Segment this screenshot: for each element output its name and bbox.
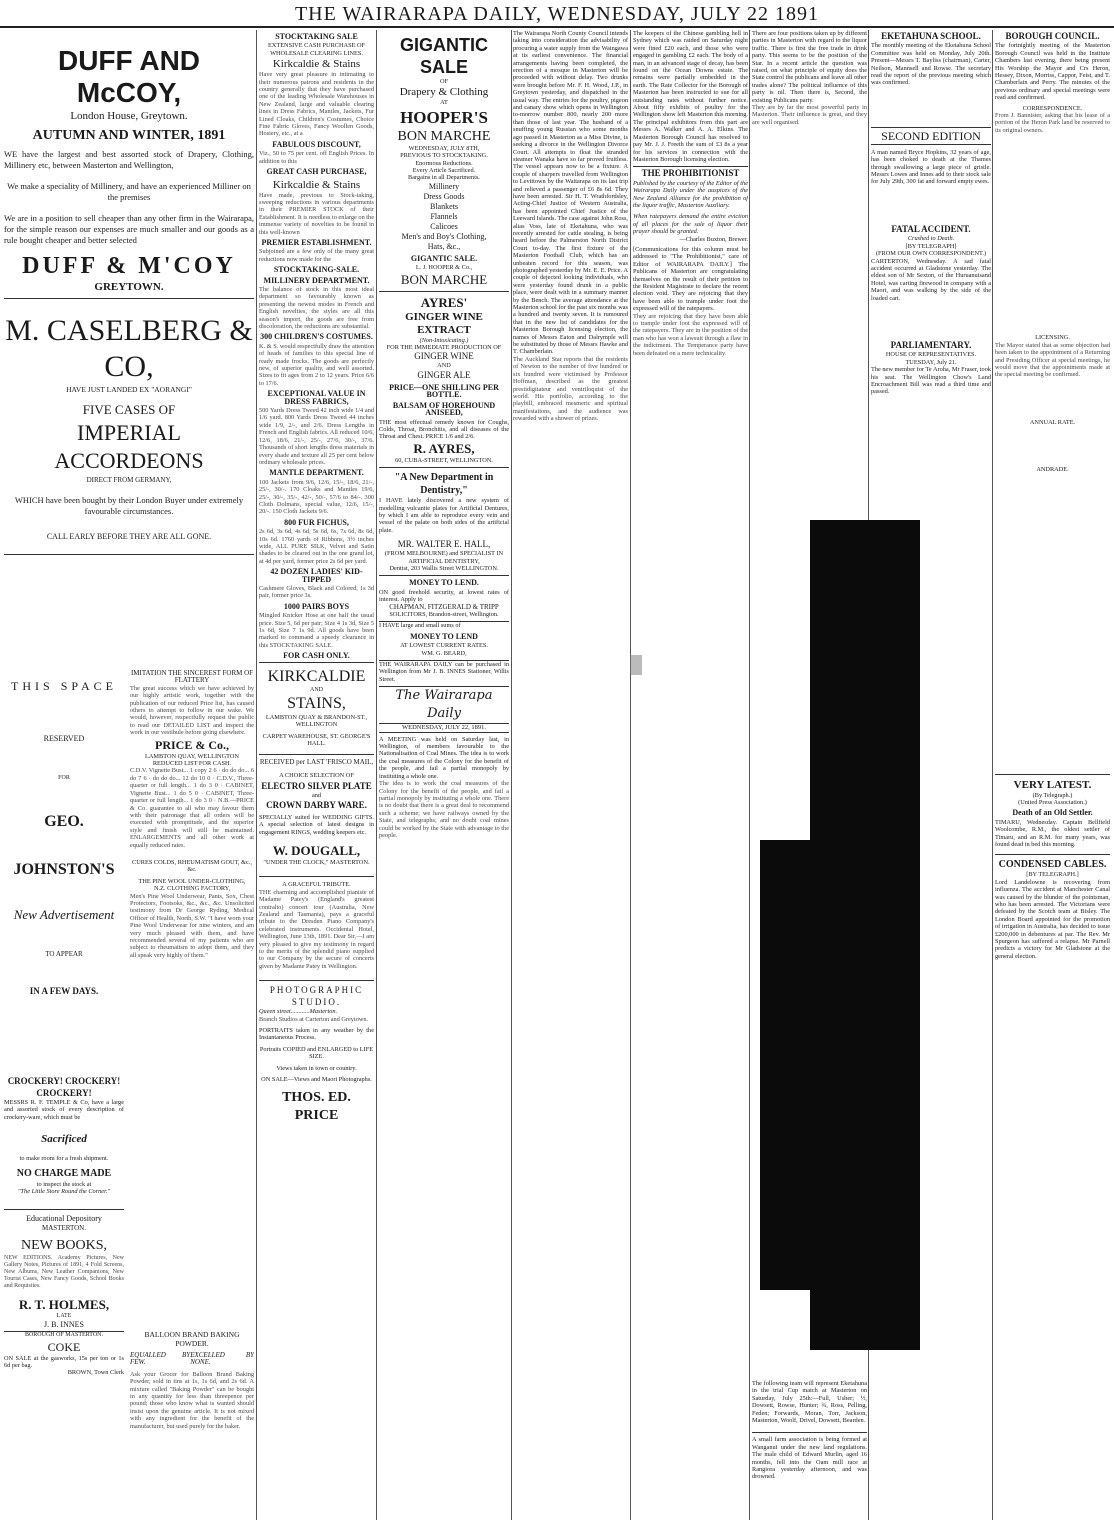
this-space: THIS SPACE [11, 679, 117, 693]
money-text: ON good freehold security, at lowest rates of interest. Apply to [379, 588, 509, 604]
prohibitionist-sub: Published by the courtesy of the Editor of the Wairarapa Daily under the auspices of the New Zealand Alliance for the prohibition of the liquor traffic, Masterton Auxiliary. [633, 179, 748, 209]
four-positions-cont: They are by far the most powerful party in Masterton. Their influence is great, and they are well organised. [752, 104, 867, 126]
borough-council: BOROUGH COUNCIL. [1005, 31, 1100, 41]
innes: J. B. INNES [43, 1319, 84, 1329]
annual-rate: ANNUAL RATE. [1029, 418, 1076, 426]
duff-text-3: We are in a position to sell cheaper than any other firm in the Wairarapa, for the simple reason our expenses are much smaller and our goods as a rule bought cheaper and better selected [4, 213, 254, 245]
kirk-body-11: Mingled Knicker Hose at one half the usual price. Size 5, 6d per pair; Size 4 1s 3d, Size 5 1s 6d, Size 7 1s 9d. All goods have been marked to command a speedy clearance in this STOCKTAKING SALE. [259, 612, 374, 649]
licensing: LICENSING. [1035, 334, 1070, 342]
caselberg-ad [4, 302, 254, 555]
brown-town-clerk: BROWN, Town Clerk [67, 1369, 124, 1377]
balloon-ad [130, 1330, 254, 1430]
tribute-body: THE charming and accomplished pianiste of Madame Patey's (England's greatest contralto) concert tour (Australia, New Zealand and Tasmania), pays a graceful tribute to the Dresden Piano Company's celebrated instruments. Occidental Hotel, Wellington, June 13th, 1891. Dear Sir,—I am very pleased to give my testimony in regard to the merits of the splendid piano supplied to our Company by the secure of concerts given by Madame Patey in Wellington. [259, 888, 374, 970]
bon-marche: BON MARCHE [397, 128, 491, 144]
masthead [0, 0, 1114, 28]
received-frisco: RECEIVED per LAST 'FRISCO MAIL, [259, 754, 374, 766]
duff-town: GREYTOWN. [94, 281, 164, 293]
dentist-text: I HAVE lately discovered a new system of modelling vulcanite plates for Artificial Dentures, by which I am able to reproduce every vein and vessel of the palate on both sides of the artificial plate. [379, 497, 509, 534]
united-press: (United Press Association.) [1018, 798, 1087, 806]
previous-stocktaking: PREVIOUS TO STOCKTAKING. [400, 152, 488, 160]
very-latest: VERY LATEST. [995, 774, 1110, 792]
bargains: Bargains in all Departments. [408, 174, 480, 182]
stains-big: STAINS, [287, 695, 346, 713]
newspaper-title: THE WAIRARAPA DAILY, WEDNESDAY, JULY 22 1891 [294, 3, 820, 25]
inspect: to inspect the stock at [36, 1180, 92, 1188]
price-co: PRICE & Co., [155, 737, 229, 752]
photographic-studio: PHOTOGRAPHIC STUDIO. [259, 980, 374, 1008]
local-news: The Wairarapa North County Council intends taking into consideration the advisability of procuring a water supply from the Waingawa at its earliest convenience. The financial arrangements having been completed, the erection of a mosque in Masterton will be proceeded with without delay. Two drunks were brought before Mr. F. H. Wood, J.P., in Greytown yesterday, and dispatched in the usual way. The entries for the poultry, pigeon and canary show which opens in Wellington to-morrow number 800, nearly 200 more than those of last year. The husband of a snuffing young Russian who some months ago passed in Masterton as a Miss Divine, is seeking a divorce in the Wellington Divorce Court. All attempts to float the stranded steamer Wanaka have so far proved fruitless. The vessel appears now to be a fixture. A couple of sharpers travelled from Wellington to Levittown by the Waitarapa on its last trip and relieved a passenger of £6 8s 6d. They have been arrested. Sir H. T. Wrathfordsley, Acting-Chief Justice of Western Australia, has been appointed Chief Justice of the Leeward Islands. The case against John Ross, alias Voss, late of Eketahuna, who was recently arrested for cattle stealing, is being heard before the Palmerston North District Court to-day. The first fixture of the Masterton Football Club, which has an unbeaten record for this season, was photographed yesterday by Mr. E. E. Price. A couple of dejected looking individuals, who were yesterday found drunk in a public place, were dealt with in a summary manner by the Bench. The average attendance at the Masterton school for the past six months was a hundred and twenty seven. It is rumoured that in the new list of candidates for the Masterton Borough licensing election, the names of Messrs Eaton and Dalrymple will be substituted by those of Messrs Hawke and T. Chamberlain. [513, 30, 628, 356]
settler-body: TIMARU, Wednesday. Captain Bellfield Woolcombe, R.M., the oldest settler of Timaru, and an R.M. for many years, was found dead in bed this morning. [995, 818, 1110, 848]
column-rule [992, 30, 993, 1520]
kirkcaldie-big: KIRKCALDIE [259, 662, 374, 687]
caselberg-subtitle: HAVE JUST LANDED EX "AORANGI" [66, 385, 192, 394]
news-body: The keepers of the Chinese gambling hell in Sydney which was raided on Saturday night were fined £20 each, and those who were engaged in gambling £2 each. The body of a man, in an advanced stage of decay, has been found on the Ocean Downs estate. The remains were partially embedded in the earth. The Rate Collector for the Borough of Masterton has been instructed to sue for all outstanding rates without further notice. About fifty exhibits of poultry for the Wellington show left Masterton this morning. The principal exhibitors from this part are Messrs A. Walker and A. A. Elkins. The Masterton Borough Council has resolved to pay Mr. J. J. Freeth the sum of £3 8s a year for his services in connection with the Masterton Borough licensing election. [633, 30, 748, 163]
millinery-dept: MILLINERY DEPARTMENT. [263, 275, 370, 285]
electro-silver: ELECTRO SILVER PLATE [261, 780, 372, 791]
of-label: OF [439, 78, 449, 85]
new-advertisement: New Advertisement [13, 907, 115, 922]
r-ayres: R. AYRES, [413, 440, 475, 456]
fur-fichus: 800 FUR FICHUS, [284, 517, 349, 527]
cuba-street: 60, CUBA-STREET, WELLINGTON. [379, 457, 509, 468]
hoopers: HOOPER'S [400, 107, 488, 127]
local-news-cont: The Auckland Star reports that the residents of Newton to the number of five hundred or six hundred were victimised by Professor Hoffman, described as the greatest prestidigitateur and ventriloquist of the world. His portfolio, according to the playbill, embraced mesmeric and spiritual manifestations, and the audience was rewarded with a shower of prizes. [513, 355, 628, 423]
one-shilling: PRICE—ONE SHILLING PER BOTTLE. [389, 382, 499, 400]
price-co-ad [130, 670, 254, 959]
four-positions: There are four positions taken up by different parties in Masterton with regard to the liquor traffic. There is first the free trade in drink party. This seems to be the position of the Star. In a recent article the question was raised, on what principle of equity does the State control the publicans and leave all other trades alone? The political influence of this party is nil. Then there is, Second, the existing Publicans party. [752, 30, 867, 104]
by-telegraph-2: (By Telegraph.) [1032, 791, 1073, 799]
most-effectual: THE most effectual remedy known for Coughs, Colds, Throat, Bronchitis, and all diseases of the Throat and Chest. PRICE 1/6 and 2/6. [379, 418, 509, 441]
prohibitionist-cont: They are rejoicing that they have been able to trample under foot the expressed will of the ratepayers. They are in the position of the man who has won a lawsuit through a flaw in the indictment. The Temperance party have been defeated on a mere technicality. [633, 312, 748, 357]
cures-colds: CURES COLDS, RHEUMATISM GOUT, &c., &c. [132, 858, 252, 874]
lead-article: A MEETING was held on Saturday last, in Wellington, of members favourable to the Nationalisation of Coal Mines. The idea is to work the coal measures of the Colony for the benefit of the people, and fail a partial monopoly by instituting a whole one. [379, 735, 509, 780]
balloon-tagline [130, 1352, 254, 1367]
carpet-warehouse: CARPET WAREHOUSE, ST. GEORGE'S HALL. [262, 732, 371, 748]
walter-hall: MR. WALTER E. HALL, [397, 539, 491, 550]
duff-subtitle: London House, Greytown. [70, 110, 188, 122]
coke-text: ON SALE at the gasworks, 15s per ton or 1s 6d per bag. [4, 1354, 124, 1370]
temple-text: MESSRS R. F. TEMPLE & Co, have a large and assorted stock of every description of crockery-ware, which must be [4, 1099, 124, 1121]
hooper-column [379, 30, 509, 1520]
balloon-body: Ask your Grocer for Balloon Brand Baking Powder, sold in tins at 1s, 1s 6d, and 2s 6d. A mixture called "Baking Powder" can be bought in any quantity for less than threepence per pound; those who know what is wanted should insist upon the genuine article. It is not mixed with any ingredient for the benefit of the manufacturer, but used purely for the baker. [130, 1370, 254, 1430]
column-rule [630, 30, 631, 1520]
ink-smudge [630, 655, 642, 675]
second-edition-body: A man named Bryce Hopkins, 32 years of age, has been choked to death at the Thames through swallowing a large piece of gristle. Messrs Lowes and Innes add to their stock sale for July 29th, 300 fat and forward empty ewes. [871, 148, 991, 186]
small-farm: A small farm association is being formed at Wanganui under the new land regulations. The male child of Edward Murlin, aged 16 months, fell into the Oam mill race at Rangiora yesterday afternoon, and was drowned. [752, 1432, 867, 1480]
ayres: AYRES' [420, 294, 468, 310]
imitation-heading: IMITATION THE SINCEREST FORM OF FLATTERY [130, 669, 254, 685]
kirk-body-6: K. & S. would respectfully draw the attention of heads of families to this special line of ready made frocks. The goods are perfectly new, of superior quality, and well assorted. Sizes to fit ages from 2 to 12 years. Price 6/6 to 17/6. [259, 342, 374, 387]
reduced-list: REDUCED LIST FOR CASH. [152, 760, 232, 768]
beard: WM. G. BEARD, [379, 650, 509, 661]
duff-logo: DUFF & M'COY [22, 253, 236, 279]
stocktaking-sale: STOCKTAKING-SALE. [273, 265, 360, 275]
pinewool-body: Men's Pine Wool Underwear, Pants, Sox, Chest Protectors, Footsoks, &c., &c., &c. Unsolicited testimony from Dr George Ryding, Medical Officer of Health, North, S.W. "I have worn your Pine Wool Underwear for nine winters, and am very much pleased with them, and have recommended several of my patients who are subject to rheumatism to adopt them, and they all speak very highly of them." [130, 892, 254, 959]
every-article: Every Article Sacrificed. [412, 167, 476, 175]
views: Views taken in town or country. [276, 1064, 357, 1072]
parliament-body: The new member for Te Aroha, Mr Fraser, took his seat. The Wellington Chow's Land Encroachment Bill was read a third time and passed. [871, 366, 991, 396]
childrens-costumes: 300 CHILDREN'S COSTUMES. [260, 332, 373, 342]
kirk-body-1: Have very great pleasure in intimating to their numerous patrons and residents in the country generally that they have purchased one of the leading Wholesale Warehouses in New Zealand, large and valuable clearing lines in Dress Fabrics, Mantles, Jackets, Fur Lined Cloaks, Children's Costumes, Choice Fine Fabric Gloves, Fancy Woollen Goods, Hosiery, etc., at a [259, 71, 374, 138]
gigantic-sale: GIGANTIC SALE [400, 35, 488, 77]
duff-text-2: We make a speciality of Millinery, and have an experienced Milliner on the premises [7, 181, 251, 202]
exceptional-value: EXCEPTIONAL VALUE IN DRESS FABRICS, [267, 389, 366, 406]
on-sale-views: ON SALE—Views and Maori Photographs. [261, 1076, 372, 1084]
eketahuna-team [752, 1380, 867, 1481]
branch-studios: Branch Studios at Carterton and Greytown. [259, 1015, 369, 1023]
at-label: AT [440, 99, 448, 107]
to-appear: TO APPEAR [45, 950, 83, 958]
pine-wool: THE PINE WOOL UNDER-CLOTHING, [138, 877, 246, 885]
bon-marche-2: BON MARCHE [379, 272, 509, 292]
advertisement-column [4, 30, 254, 1520]
large-small: I HAVE large and small sums of [379, 622, 461, 630]
five-cases: FIVE CASES OF [82, 402, 176, 417]
price-body: The great success which we have achieved by our highly artistic work, together with the publication of our reduced Price list, has caused others to attempt to follow in our wake. We would, however, respectfully request the public to read our DETAILED LIST and inspect the work in our vestibule before going elsewhere. [130, 684, 254, 737]
accordeons-heading: IMPERIAL ACCORDEONS [54, 420, 204, 473]
no-charge: NO CHARGE MADE [16, 1167, 112, 1179]
old-settler: Death of an Old Settler. [1012, 808, 1093, 818]
published-note: THE WAIRARAPA DAILY can be purchased in Wellington from Mr J. B. INNES Stationer, Willis Street. [379, 661, 509, 687]
column-rule [749, 30, 750, 1520]
portraits: PORTRAITS taken in any weather by the Instantaneous Process. [259, 1027, 374, 1042]
kirkcaldie-column [259, 30, 374, 1520]
drapery-clothing: Drapery & Clothing [399, 86, 489, 99]
sacrificed: Sacrificed [41, 1133, 87, 1146]
reserved: RESERVED [43, 734, 85, 743]
paper-date: WEDNESDAY, JULY 22, 1891. [379, 723, 509, 732]
caselberg-title: M. CASELBERG & CO, [5, 314, 253, 383]
books-list: NEW EDITIONS. Academy Pictures, New Gallery Notes, Pictures of 1891, 4 Fold Screens, New Albums, New Leather Companions, New Tourist Cases, New Fancy Goods, School Books and Requisites. [4, 1255, 124, 1290]
ginger-extract: GINGER WINE EXTRACT [405, 310, 483, 336]
eketahuna-school: EKETAHUNA SCHOOL. [881, 31, 981, 41]
own-correspondent: (FROM OUR OWN CORRESPONDENT.) [875, 250, 987, 258]
choice-selection: A CHOICE SELECTION OF [279, 772, 354, 780]
auditor: ANDRADE. [1036, 466, 1069, 474]
team-list: The following team will represent Eketahuna in the trial Cup match at Masterton on Saturday, July 25th:—Full, Usher; ½, Dowsett, Rowse, Hunter; ¾, Ross, Pelling, Feden; Forwards, Moran, Torr, Jackson, Masterton, Woolf, Drivel, Dowsett, Bearden. [752, 1380, 867, 1425]
extensive: EXTENSIVE CASH PURCHASE OF WHOLESALE CLEARING LINES. [267, 42, 366, 57]
news-column-1 [513, 30, 628, 1520]
price-table: C.D.V. Vignette Bust... 1 copy 2 6 · do do do... 6 do 7 6 · do do do... 12 do 10 0 · C.D.V., Three-quarter or full length... 1 do 3 0 · CABINET, Vignette Bust... 1 do 5 0 · CABINET, Three-quarter or full length... 1 do 3 0 · N.B.—PRICE & Co. guarantee to all who may favour them with their patronage that all orders will be executed with promptitude, and the superior style and finish will still be maintained. ENLARGEMENTS and all other work at equally reduced rates. [130, 767, 254, 849]
corner-store: "The Little Store Round the Corner." [17, 1188, 111, 1196]
hooper-co: L. J. HOOPER & Co., [415, 264, 473, 272]
column-rule [511, 30, 512, 1520]
boys-pairs: 1000 PAIRS BOYS [283, 601, 350, 611]
new-books: NEW BOOKS, [20, 1238, 108, 1254]
redaction-block [810, 520, 920, 1350]
crown-darby: CROWN DARBY WARE. [266, 800, 367, 811]
bought-text: WHICH have been bought by their London Buyer under extremely favourable circumstances. [14, 495, 244, 516]
geo-label: GEO. [44, 813, 84, 830]
few-days: IN A FEW DAYS. [29, 986, 99, 996]
condensed-cables: CONDENSED CABLES. [995, 854, 1110, 871]
correspondence: CORRESPONDENCE. [1022, 104, 1083, 112]
and-3: AND [437, 362, 451, 370]
solicitors: SOLICITORS, Brandon-street, Wellington. [379, 611, 509, 622]
kid-tipped: 42 DOZEN LADIES' KID-TIPPED [270, 567, 363, 584]
mantle-dept: MANTLE DEPARTMENT. [269, 468, 364, 478]
ginger-wine: GINGER WINE [414, 351, 474, 362]
and-2: and [311, 791, 322, 799]
masterton: MASTERTON. [42, 1224, 86, 1233]
column-rule [376, 30, 377, 1520]
non-intoxicating: (Non-Intoxicating.) [419, 336, 469, 344]
gigantic-sale-2: GIGANTIC SALE. [410, 253, 478, 263]
johnston-label: JOHNSTON'S [13, 861, 115, 878]
lambton-quay: LAMBTON QUAY, WELLINGTON [145, 752, 239, 760]
second-edition: SECOND EDITION [871, 127, 991, 145]
hall-address: Dentist, 203 Wallis Street WELLINGTON. [379, 565, 509, 576]
coke: COKE [47, 1339, 81, 1354]
thos-price: THOS. ED. PRICE [282, 1090, 351, 1124]
prohibitionist-heading: THE PROHIBITIONIST [633, 166, 748, 177]
ginger-ale: GINGER ALE [417, 369, 471, 380]
educational-depository: Educational Depository [4, 1209, 124, 1224]
kirk-body-5: The balance of stock in this most ideal department so favourably known as presenting the newest modes in French and English novelties, the styles are all this season's import, the goods are free from discoloration, the reductions are substantial. [259, 285, 374, 330]
kirk-body-9: 2s 6d, 3s 6d, 4s 6d, 5s 6d, 6s, 7s 6d, 8s 6d, 10s 6d. 1760 yards of Ribbons, 3½ inches wide, ALL PURE SILK, Velvet and Satin shades to be cleared out in the one grand lot, at 4d per yard, former price 2s 6d per yard. [259, 528, 374, 565]
money-to-lend-2: MONEY TO LEND [410, 631, 478, 641]
licensing-body: The Mayor stated that as some objection had been taken to the appointment of a Returning and Presiding Officer at special meetings, he would move that the appointments made at the special meeting be confirmed. [995, 341, 1110, 379]
redaction-block [760, 840, 810, 1290]
queen-street: Queen street............Masterton. [259, 1008, 338, 1016]
news-column-2 [633, 30, 748, 1520]
duff-text: WE have the largest and best assorted stock of Drapery, Clothing, Millinery etc, between Masterton and Wellington, [4, 149, 254, 170]
kirk-body-10: Cashmere Gloves, Black and Colored, 1s 3d pair, former price 3s. [259, 585, 374, 600]
under-clock: "UNDER THE CLOCK," MASTERTON. [263, 858, 370, 866]
stocktaking-heading: STOCKTAKING SALE [275, 32, 358, 41]
duff-title: DUFF AND McCOY, [57, 45, 201, 108]
kirk-body-7: 500 Yards Dress Tweed 42 inch wide 1/4 and 1/6 yard. 800 Yards Dress Tweed 44 inches wide 1/9, 2/-, and 2/6. Dress Lengths in French and English fabrics. All reduced 10/6, 12/6, 18/6, 21/-, 25/-, 27/6, 30/-, 37/6. Thousands of short lengths dress materials in every shade and texture all 25 per cent below ordinary wholesale prices. [259, 407, 374, 466]
dougall: W. DOUGALL, [272, 842, 361, 858]
column-rule [256, 30, 257, 1520]
kirkcaldie-1: Kirkcaldie & Stains [272, 58, 361, 71]
borough-masterton: BOROUGH OF MASTERTON. [4, 1331, 124, 1339]
cash-only: FOR CASH ONLY. [283, 651, 350, 661]
crushed-to-death: Crushed to Death. [907, 235, 955, 243]
and-label: AND [310, 686, 323, 693]
paper-nameplate: The Wairarapa Daily [395, 688, 493, 722]
holmes: R. T. HOLMES, [18, 1297, 110, 1313]
eketahuna-body: The monthly meeting of the Eketahuna School Committee was held on Monday, July 20th. Present—Messrs T. Bayliss (chairman), Carter, Neilson, Mannsell and Rowse. The secretary read the report of the previous meeting which was confirmed. [871, 42, 991, 87]
equalled: EQUALLED BY FEW. [130, 1351, 191, 1367]
fabulous-discount: FABULOUS DISCOUNT, [272, 139, 361, 149]
call-early: CALL EARLY BEFORE THEY ARE ALL GONE. [46, 532, 212, 541]
new-department-dentistry: "A New Department in Dentistry," [394, 472, 494, 497]
news-column-5 [995, 30, 1110, 1520]
house-representatives: HOUSE OF REPRESENTATIVES. [885, 351, 977, 359]
item-list: Millinery Dress Goods Blankets Flannels Calicoes Men's and Boy's Clothing, Hats, &c., [401, 181, 487, 251]
chapman: CHAPMAN, FITZGERALD & TRIPP [389, 602, 499, 611]
hall-sub: (FROM MELBOURNE) and SPECIALIST IN ARTIFICIAL DENTISTRY, [384, 550, 504, 565]
direct-germany: DIRECT FROM GERMANY, [86, 476, 172, 484]
balloon-heading: BALLOON BRAND BAKING POWDER. [144, 1330, 240, 1348]
prohibitionist-body: [Communications for this column must be addressed to "The Prohibitionist," care of Editor of WAIRARAPA DAILY.] The Publicans of Masterton are congratulating themselves on the result of their petition to the Resident Magistrate to declare the recent election void. They are rejoicing that they have been able to trample under foot the expressed will of the ratepayers. [633, 245, 748, 313]
buxton-attr: —Charles Buxton, Brewer. [679, 235, 748, 243]
crockery-heading: CROCKERY! CROCKERY! CROCKERY! [7, 1076, 121, 1098]
kirk-body-8: 100 Jackets from 9/6, 12/6, 15/-, 18/6, 21/-, 25/-, 30/-. 170 Cloaks and Mantles 19/6, 25/-, 30/-, 35/-, 42/-, 50/-, 57/6 to 84/-. 300 Cloth Dolmans, special value, 12/6, 15/-, 20/-. 150 Cloth Jackets 9/6. [259, 478, 374, 516]
accident-body: CARTERTON, Wednesday. A sad fatal accident occurred at Gladstone yesterday. The eldest son of Mr Sexton, of the Huruanuisand Hotel, was carting firewood in company with a Maori, and was walking by the side of the loaded cart. [871, 257, 991, 302]
parliamentary: PARLIAMENTARY. [890, 339, 972, 350]
money-to-lend: MONEY TO LEND. [409, 578, 479, 588]
borough-body: The fortnightly meeting of the Masterton Borough Council was held in the Institute Chambers last evening, there being present His Worship the Mayor and Crs Heron, Hessey, Dixon, Morriss, Cappor, Feist, and T. Chamberlain and Perry. The minutes of the previous ordinary and special meetings were read and confirmed. [995, 42, 1110, 102]
kirk-body-3: Have made, previous to Stock-taking, sweeping reductions in various departments in their PREMIER STOCK of their Establishment. It is needless to enlarge on the immense variety of novelties to be found in this well-known [259, 191, 374, 236]
kirk-body-2: Viz., 50 to 75 per cent. off English Prices. In addition to this [259, 150, 374, 165]
wednesday-date: WEDNESDAY, JULY 8TH, [408, 144, 480, 152]
late: LATE [56, 1313, 72, 1320]
specially-suited: SPECIALLY suited for WEDDING GIFTS. A special selection of latest designs in engagement RINGS, wedding keepers etc. [259, 813, 374, 836]
great-cash: GREAT CASH PURCHASE, [266, 167, 367, 177]
johnston-ad [4, 670, 124, 997]
nz-clothing: N.Z. CLOTHING FACTORY, [153, 885, 231, 893]
correspondence-body: From J. Bannister, asking that his lease of a portion of the Heron Park land be reserved to its original owners. [995, 112, 1110, 134]
excelled: EXCELLED BY NONE. [190, 1351, 254, 1367]
premier: PREMIER ESTABLISHMENT. [261, 237, 372, 247]
current-rates: AT LOWEST CURRENT RATES. [400, 642, 488, 650]
kirk-body-4: Subjoined are a few only of the many great reductions now made for the [259, 248, 374, 263]
by-telegraph-3: [BY TELEGRAPH.] [1026, 871, 1079, 879]
graceful-tribute: A GRACEFUL TRIBUTE. [259, 876, 374, 888]
tuesday-date: TUESDAY, July 21. [905, 358, 957, 366]
season-heading: AUTUMN AND WINTER, 1891 [32, 128, 226, 143]
immediate-production: FOR THE IMMEDIATE PRODUCTION OF [386, 344, 502, 352]
lambton-brandon: LAMBTON QUAY & BRANDON-ST., WELLINGTON [265, 714, 368, 729]
enormous: Enormous Reductions. [415, 159, 473, 167]
copied: Portraits COPIED and ENLARGED to LIFE SIZE. [259, 1045, 374, 1061]
temple-ad [4, 1075, 124, 1377]
lead-article-cont: The idea is to work the coal measures of the Colony for the benefit of the people, and fail a partial monopoly by instituting a whole one. There is no doubt that there is a great deal to recommend such a scheme; we have railways owned by the State, and telegraphs; and no doubt coal mines could be worked by the State with advantage to the people. [379, 780, 509, 839]
cables-body: Lord Landelowne is recovering from influenza. The accident at Manchester Canal was caused by the blunder of the pointsman, who has been arrested. The Victorians were defeated by the Scotch team at Bisley. The London Board appointed for the promotion of irrigation in Australia, has decided to issue £200,000 in debentures at par. The Rev. Mr Spurgeon has suffered a relapse. Mr Parnell predicts a victory for Mr Gladstone at the general election. [995, 878, 1110, 960]
for-label: FOR [58, 775, 70, 781]
buxton-quote: When ratepayers demand the entire eviction of all places for the sale of liquor their prayer should be granted. [633, 213, 748, 236]
balsam: BALSAM OF HOREHOUND ANISEED, [392, 400, 496, 418]
duff-mccoy-ad [4, 30, 254, 299]
by-telegraph: [BY TELEGRAPH] [905, 242, 957, 250]
make-room: to make room for a fresh shipment. [19, 1155, 109, 1163]
kirkcaldie-2: Kirkcaldie & Stains [272, 178, 361, 191]
fatal-accident: FATAL ACCIDENT. [891, 223, 971, 234]
